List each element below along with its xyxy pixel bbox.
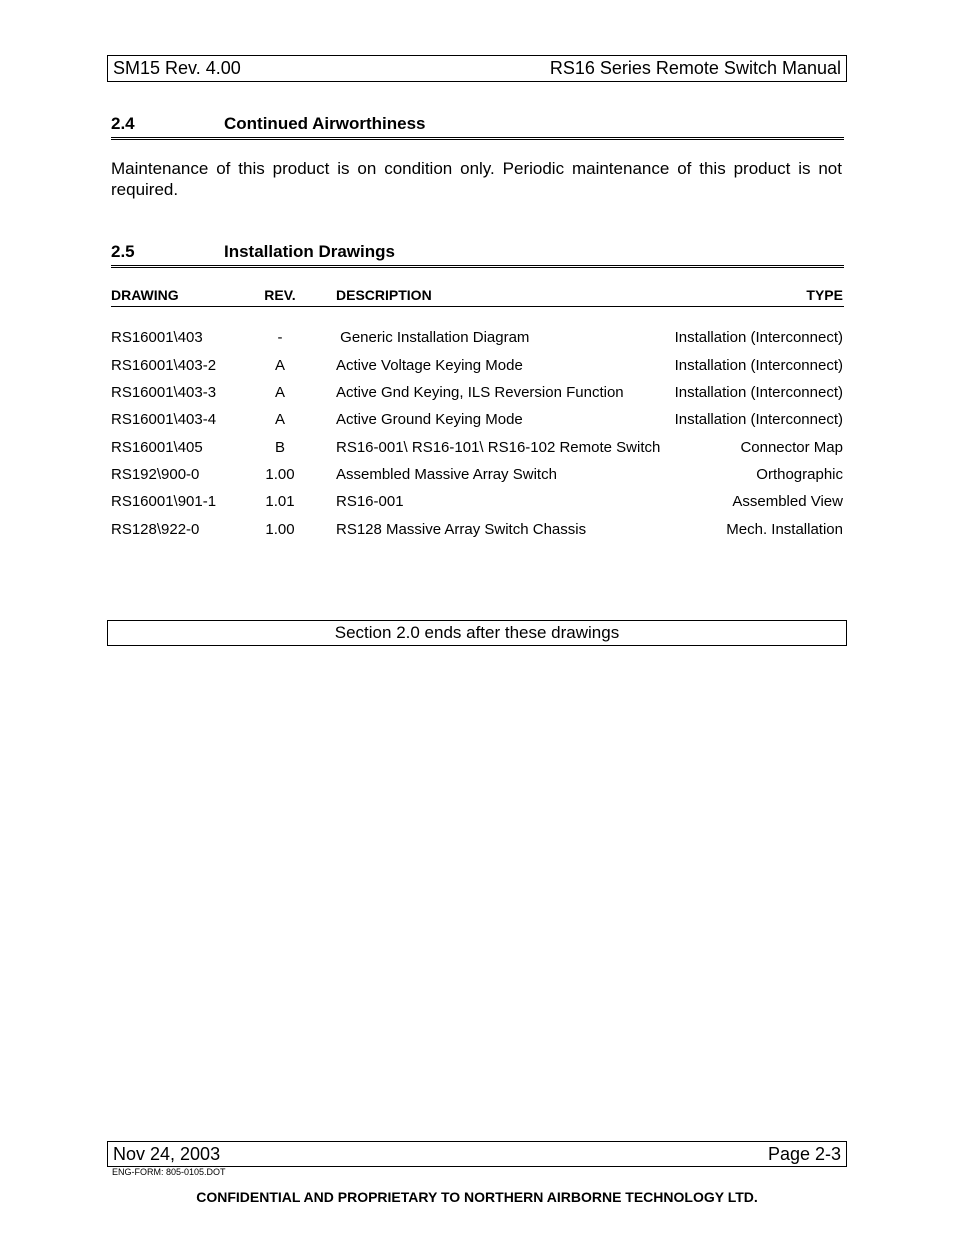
table-row (111, 466, 844, 486)
header-drawing: DRAWING (111, 287, 179, 303)
end-note-text: Section 2.0 ends after these drawings (334, 623, 620, 642)
header-type: TYPE (806, 287, 843, 303)
table-row (111, 439, 844, 459)
section-title: Installation Drawings (224, 242, 395, 261)
cell-rev: 1.00 (265, 466, 295, 483)
section-2-4-body: Maintenance of this product is on condition only. Periodic maintenance of this product is not required. (111, 159, 842, 199)
cell-type: Installation (Interconnect) (674, 357, 843, 374)
page-footer (107, 1141, 847, 1167)
cell-rev: 1.00 (265, 521, 295, 538)
cell-rev: B (274, 439, 285, 456)
page-header (107, 55, 847, 82)
document-id: SM15 Rev. 4.00 (113, 58, 241, 78)
cell-description: RS16-001 (336, 493, 404, 510)
cell-type: Installation (Interconnect) (674, 329, 843, 346)
cell-type: Installation (Interconnect) (674, 411, 843, 428)
cell-type: Orthographic (756, 466, 843, 483)
cell-description: Generic Installation Diagram (336, 329, 530, 346)
cell-description: Active Ground Keying Mode (336, 411, 523, 428)
cell-description: Active Voltage Keying Mode (336, 357, 523, 374)
table-row (111, 357, 844, 377)
section-title: Continued Airworthiness (224, 114, 426, 133)
cell-description: RS128 Massive Array Switch Chassis (336, 521, 587, 538)
section-2-4-heading (111, 114, 844, 140)
section-end-note (107, 620, 847, 646)
section-2-5-heading (111, 242, 844, 268)
confidentiality-notice: CONFIDENTIAL AND PROPRIETARY TO NORTHERN AIRBORNE TECHNOLOGY LTD. (196, 1189, 758, 1205)
footer-page-number: Page 2-3 (767, 1143, 841, 1164)
cell-rev: - (277, 329, 283, 346)
table-row (111, 384, 844, 404)
cell-description: RS16-001\ RS16-101\ RS16-102 Remote Switch (336, 439, 661, 456)
cell-description: Active Gnd Keying, ILS Reversion Function (336, 384, 624, 401)
cell-rev: 1.01 (265, 493, 295, 510)
cell-type: Assembled View (732, 493, 843, 510)
cell-rev: A (274, 411, 285, 428)
cell-drawing: RS16001\403-4 (111, 411, 217, 428)
table-row (111, 329, 844, 349)
cell-drawing: RS128\922-0 (111, 521, 200, 538)
table-row (111, 521, 844, 541)
header-description: DESCRIPTION (336, 287, 432, 303)
section-number: 2.4 (111, 114, 135, 133)
cell-drawing: RS192\900-0 (111, 466, 200, 483)
cell-description: Assembled Massive Array Switch (336, 466, 557, 483)
form-code: ENG-FORM: 805-0105.DOT (112, 1167, 226, 1177)
cell-type: Installation (Interconnect) (674, 384, 843, 401)
cell-rev: A (274, 384, 285, 401)
header-rev: REV. (264, 287, 296, 303)
cell-type: Connector Map (740, 439, 843, 456)
cell-type: Mech. Installation (726, 521, 843, 538)
cell-drawing: RS16001\403 (111, 329, 203, 346)
cell-drawing: RS16001\403-3 (111, 384, 217, 401)
section-number: 2.5 (111, 242, 135, 261)
footer-date: Nov 24, 2003 (113, 1143, 221, 1164)
cell-rev: A (274, 357, 285, 374)
cell-drawing: RS16001\901-1 (111, 493, 217, 510)
cell-drawing: RS16001\403-2 (111, 357, 217, 374)
table-row (111, 411, 844, 431)
table-row (111, 493, 844, 513)
drawings-table-header (111, 287, 844, 307)
document-title: RS16 Series Remote Switch Manual (549, 58, 841, 78)
cell-drawing: RS16001\405 (111, 439, 203, 456)
